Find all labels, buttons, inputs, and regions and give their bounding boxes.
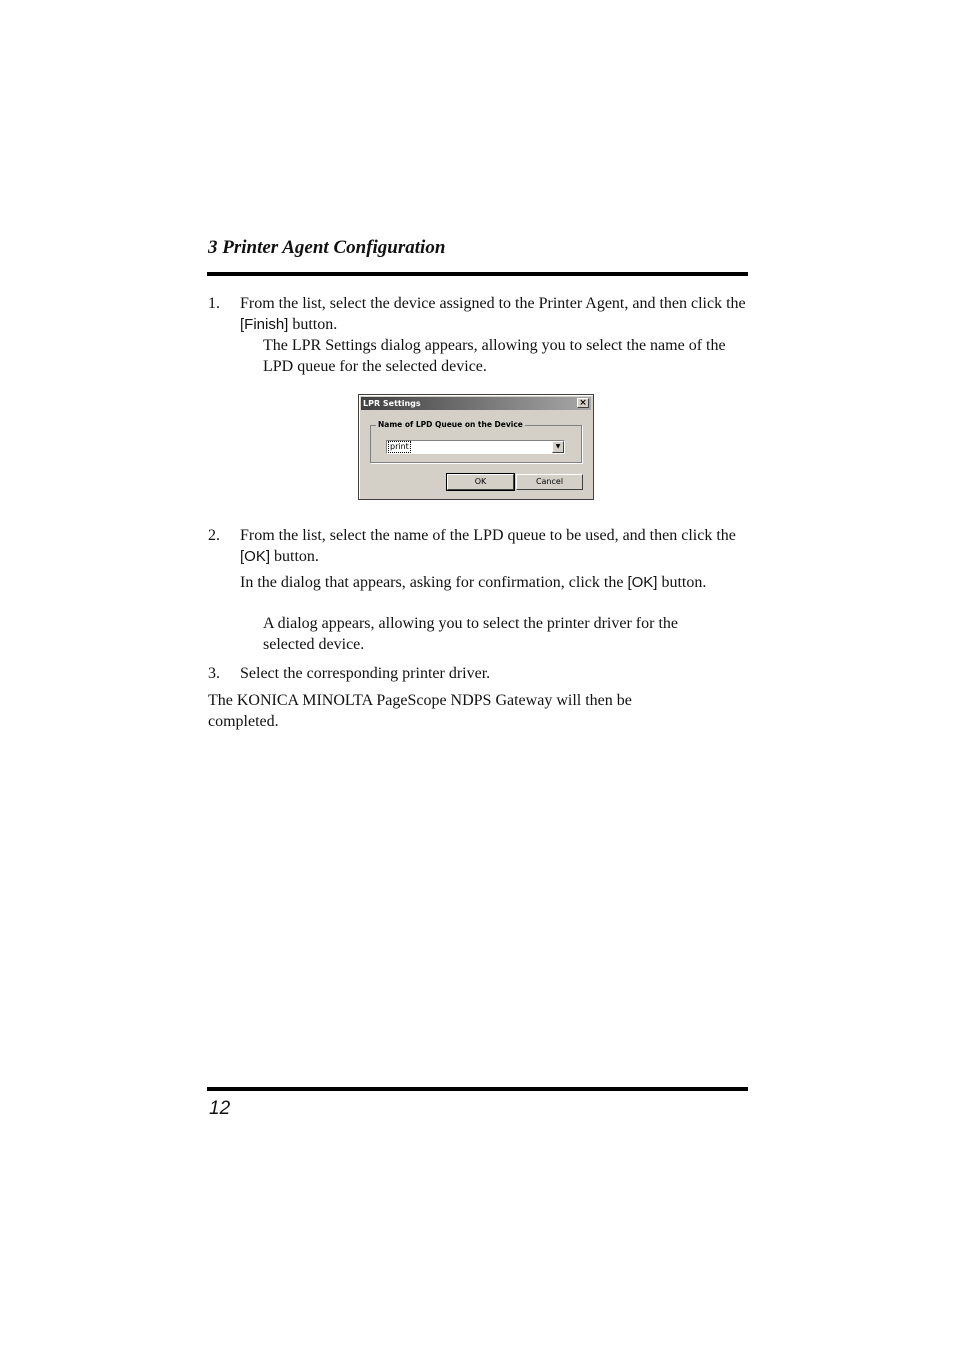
step-2-result: A dialog appears, allowing you to select the printer driver for the selected device.: [263, 615, 678, 653]
step-1-text-before: From the list, select the device assigned to the Printer Agent, and then click the: [240, 295, 746, 312]
step-2-text-before: From the list, select the name of the LPD queue to be used, and then click the: [240, 527, 736, 544]
step-3-text: Select the corresponding printer driver.: [240, 665, 491, 682]
page-number: 12: [209, 1098, 231, 1119]
step-2-extra-after: button.: [657, 574, 707, 591]
ok-button[interactable]: OK: [447, 474, 514, 490]
lpd-queue-group-label: Name of LPD Queue on the Device: [378, 420, 523, 429]
dialog-title: LPR Settings: [363, 399, 421, 408]
footer-rule: [207, 1087, 748, 1091]
dialog-titlebar: [361, 397, 591, 410]
conclusion-text: The KONICA MINOLTA PageScope NDPS Gateway will then be completed.: [208, 692, 632, 730]
step-2-text: [240, 525, 750, 567]
chevron-down-icon: ▼: [555, 443, 561, 450]
confirm-ok-reference: [OK]: [627, 574, 658, 591]
header-rule: [207, 272, 748, 276]
step-1-result: The LPR Settings dialog appears, allowing you to select the name of the LPD queue for the selected device.: [263, 337, 726, 375]
ok-button-reference: [OK]: [240, 548, 271, 565]
step-1-text-after: button.: [288, 316, 338, 333]
step-2-number: 2.: [208, 527, 220, 544]
step-1-text: [240, 293, 750, 335]
lpd-queue-combobox[interactable]: [386, 440, 565, 454]
lpr-settings-dialog: [358, 394, 594, 500]
step-2-extra: [240, 572, 710, 593]
step-3-number: 3.: [208, 665, 220, 682]
step-2-text-after: button.: [270, 548, 319, 565]
close-icon: ×: [579, 398, 587, 408]
close-button[interactable]: [577, 398, 589, 408]
step-2-extra-before: In the dialog that appears, asking for confirmation, click the: [240, 574, 628, 591]
step-1-number: 1.: [208, 295, 220, 312]
cancel-button[interactable]: Cancel: [516, 474, 583, 490]
finish-button-reference: [Finish]: [240, 316, 289, 333]
lpd-queue-value: print: [390, 442, 409, 451]
dropdown-button[interactable]: [552, 441, 564, 453]
chapter-header: 3 Printer Agent Configuration: [208, 237, 446, 258]
lpd-queue-groupbox: [370, 420, 582, 463]
